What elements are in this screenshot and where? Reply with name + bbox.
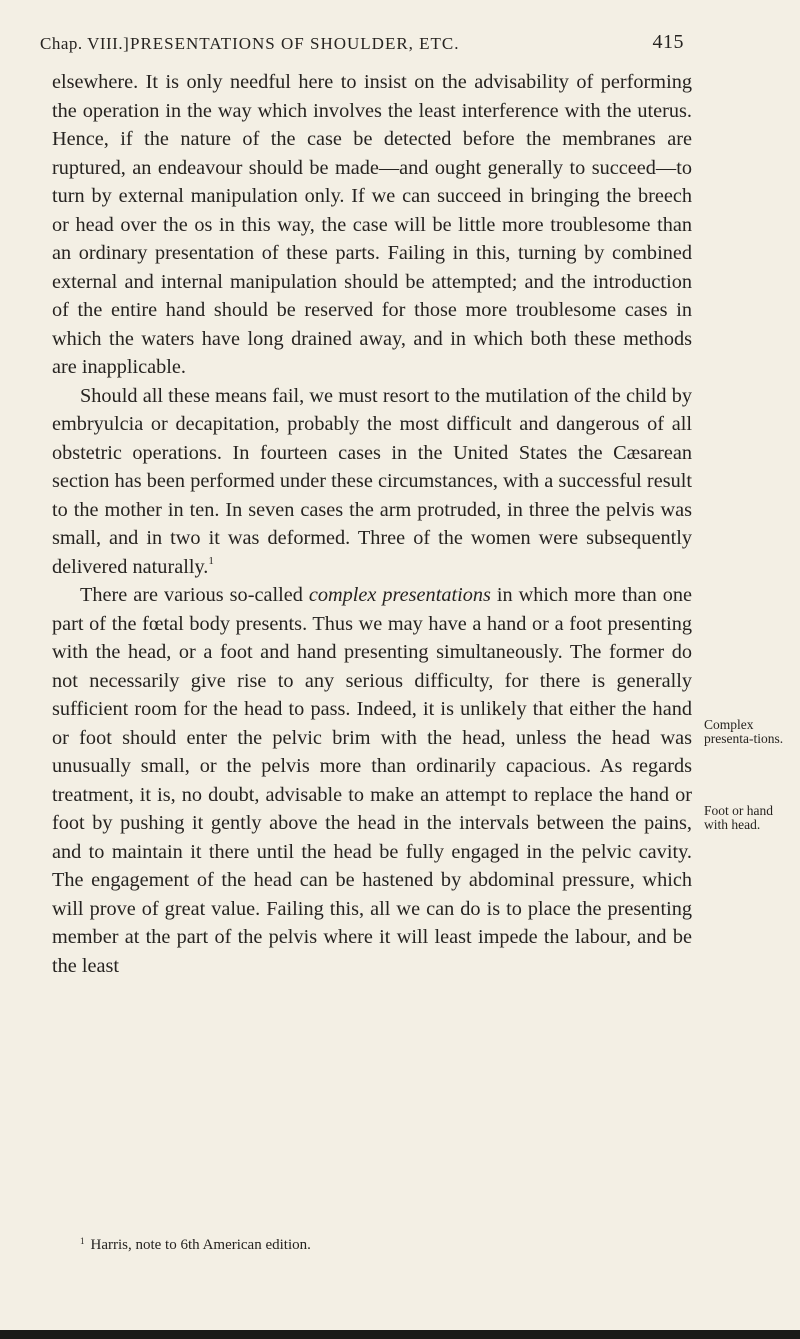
- footnote-text: Harris, note to 6th American edition.: [90, 1237, 311, 1253]
- chapter-label: Chap. VIII.]: [40, 34, 130, 53]
- paragraph-3-text-end: in which more than one part of the fœtal body presents. Thus we may have a hand or a foot presenting with the head, or a foot and hand presenting simultaneously. The former do not necessarily give rise to any serious difficulty, for there is generally sufficient room for the head to pass. Indeed, it is unlikely that either the hand or foot should enter the pelvic brim with the head, unless the head was unusually small, or the pelvis more than ordinarily capacious. As regards treatment, it is, no doubt, advisable to make an attempt to replace the hand or foot by pushing it gently above the head in the intervals between the pains, and to maintain it there until the head be fully engaged in the pelvic cavity. The engagement of the head can be hastened by abdominal pressure, which will prove of great value. Failing this, all we can do is to place the presenting member at the part of the pelvis where it will least impede the labour, and be the least: [52, 584, 692, 977]
- footnote: [52, 1235, 692, 1255]
- paragraph-2: [52, 382, 692, 582]
- footnote-marker: 1: [80, 1236, 85, 1246]
- running-header: [40, 31, 684, 60]
- marginal-note-complex-presentations: Complex presenta-tions.: [704, 717, 784, 746]
- paragraph-3-text-start: There are various so-called: [80, 584, 309, 606]
- paragraph-3-italic-term: complex presentations: [308, 584, 491, 606]
- body-text: [52, 68, 692, 980]
- page-bottom-edge: [0, 1330, 800, 1339]
- paragraph-1-text: elsewhere. It is only needful here to insist on the advisability of performing the operation in the way which involves the least interference with the uterus. Hence, if the nature of the case be detected before the membranes are ruptured, an endeavour should be made—and ought generally to succeed—to turn by external manipulation only. If we can succeed in bringing the breech or head over the os in this way, the case will be little more troublesome than an ordinary presentation of these parts. Failing in this, turning by combined external and internal manipulation should be attempted; and the introduction of the entire hand should be reserved for those more troublesome cases in which the waters have long drained away, and in which both these methods are inapplicable.: [52, 71, 692, 378]
- page-number: 415: [652, 31, 684, 53]
- paragraph-1: [52, 68, 692, 382]
- paragraph-3: [52, 581, 692, 980]
- marginal-note-foot-or-hand: Foot or hand with head.: [704, 803, 773, 832]
- paragraph-2-text: Should all these means fail, we must resort to the mutilation of the child by embryulcia or decapitation, probably the most difficult and dangerous of all obstetric operations. In fourteen cases in the United States the Cæsarean section has been performed under these circumstances, with a successful result to the mother in ten. In seven cases the arm protruded, in three the pelvis was small, and in two it was deformed. Three of the women were subsequently delivered naturally.: [52, 384, 692, 578]
- running-title: PRESENTATIONS OF SHOULDER, ETC.: [130, 34, 460, 53]
- footnote-reference: 1: [208, 554, 214, 567]
